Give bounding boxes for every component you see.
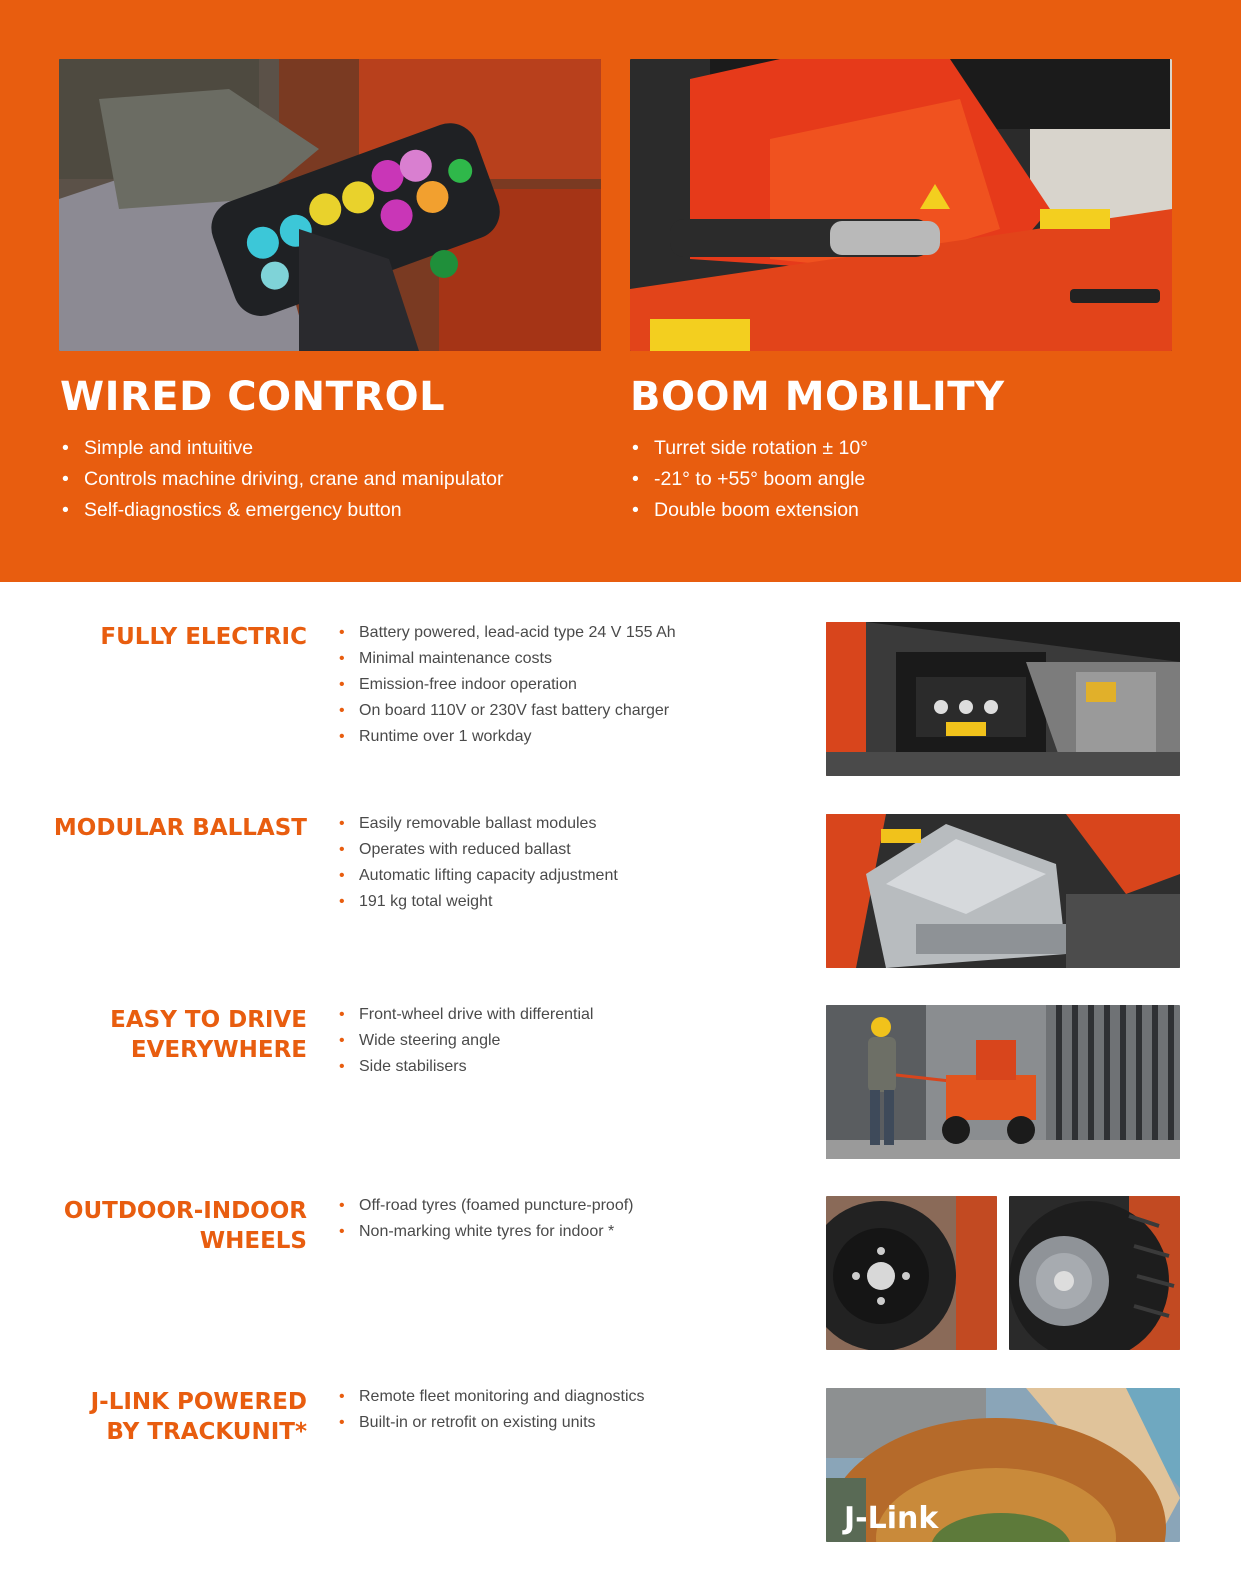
jlink-photo <box>826 1388 1180 1542</box>
jlink-title <box>40 1387 307 1447</box>
section-title-line: FULLY ELECTRIC <box>100 624 307 650</box>
list-item: • Controls machine driving, crane and manipulator <box>58 464 503 495</box>
modular-ballast-list <box>336 811 618 915</box>
driving-photo <box>826 1005 1180 1159</box>
section-title-line: MODULAR BALLAST <box>53 815 307 841</box>
wired-control-title: WIRED CONTROL <box>60 374 446 420</box>
wheels-list <box>336 1193 634 1245</box>
easy-to-drive-list <box>336 1002 593 1080</box>
list-item: • Easily removable ballast modules <box>336 811 618 837</box>
list-item: • Double boom extension <box>628 495 868 526</box>
battery-photo <box>826 622 1180 776</box>
list-item: • Automatic lifting capacity adjustment <box>336 863 618 889</box>
list-item: • Battery powered, lead-acid type 24 V 155 Ah <box>336 620 676 646</box>
boom-mobility-photo <box>630 59 1172 351</box>
list-item: • Turret side rotation ± 10° <box>628 433 868 464</box>
wired-control-photo <box>59 59 601 351</box>
boom-mobility-title: BOOM MOBILITY <box>630 374 1005 420</box>
list-item: • -21° to +55° boom angle <box>628 464 868 495</box>
indoor-tyre-photo <box>1009 1196 1180 1350</box>
list-item: • Emission-free indoor operation <box>336 672 676 698</box>
list-item: • Built-in or retrofit on existing units <box>336 1410 645 1436</box>
list-item: • Front-wheel drive with differential <box>336 1002 593 1028</box>
jlink-list <box>336 1384 645 1436</box>
section-title-line: EVERYWHERE <box>130 1037 307 1063</box>
fully-electric-list <box>336 620 676 750</box>
fully-electric-title <box>40 622 307 652</box>
jlink-logo: J-Link <box>844 1501 939 1536</box>
modular-ballast-title <box>40 813 307 843</box>
list-item: • Side stabilisers <box>336 1054 593 1080</box>
list-item: • Runtime over 1 workday <box>336 724 676 750</box>
section-title-line: OUTDOOR-INDOOR <box>63 1198 307 1224</box>
section-title-line: BY TRACKUNIT* <box>106 1419 307 1445</box>
list-item: • Wide steering angle <box>336 1028 593 1054</box>
list-item: • Remote fleet monitoring and diagnostics <box>336 1384 645 1410</box>
list-item: • Self-diagnostics & emergency button <box>58 495 503 526</box>
list-item: • Non-marking white tyres for indoor * <box>336 1219 634 1245</box>
wheels-title <box>40 1196 307 1256</box>
list-item: • Minimal maintenance costs <box>336 646 676 672</box>
list-item: • 191 kg total weight <box>336 889 618 915</box>
section-title-line: J-LINK POWERED <box>90 1389 307 1415</box>
list-item: • On board 110V or 230V fast battery charger <box>336 698 676 724</box>
wired-control-list <box>58 433 503 526</box>
ballast-photo <box>826 814 1180 968</box>
list-item: • Operates with reduced ballast <box>336 837 618 863</box>
offroad-tyre-photo <box>826 1196 997 1350</box>
list-item: • Off-road tyres (foamed puncture-proof) <box>336 1193 634 1219</box>
easy-to-drive-title <box>40 1005 307 1065</box>
list-item: • Simple and intuitive <box>58 433 503 464</box>
boom-mobility-list <box>628 433 868 526</box>
section-title-line: EASY TO DRIVE <box>110 1007 307 1033</box>
section-title-line: WHEELS <box>199 1228 307 1254</box>
